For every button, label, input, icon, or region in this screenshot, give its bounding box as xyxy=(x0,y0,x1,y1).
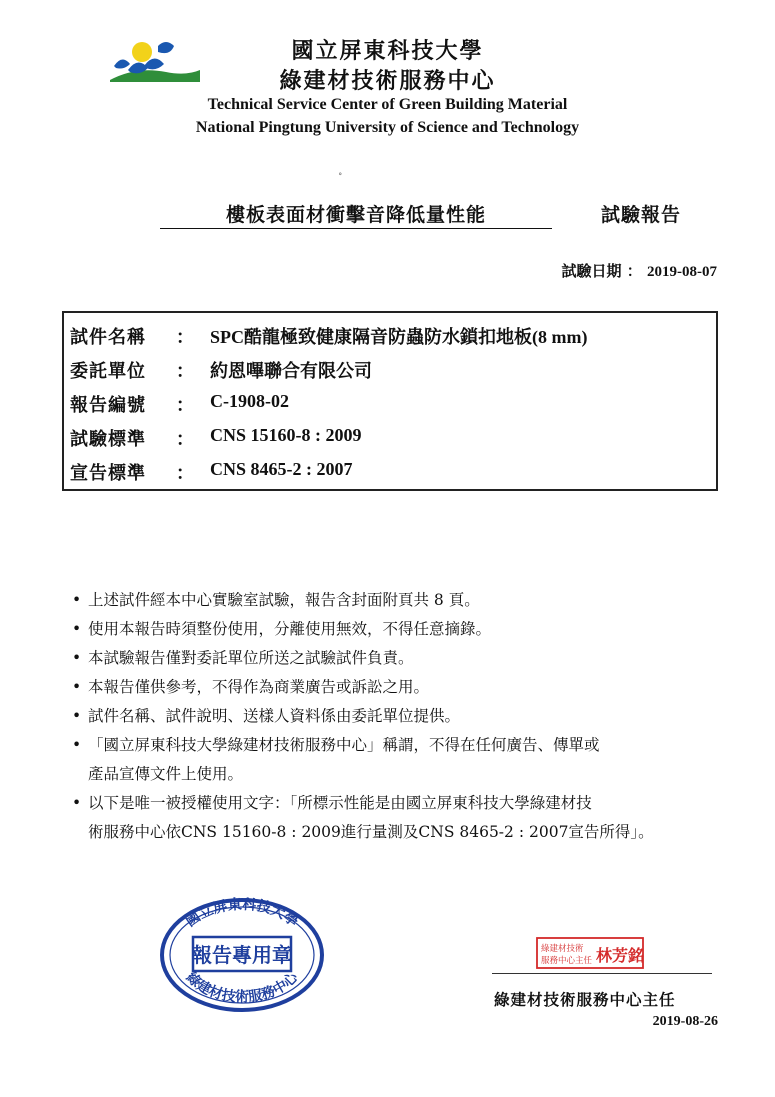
info-value: SPC酷龍極致健康隔音防蟲防水鎖扣地板(8 mm) xyxy=(210,327,588,347)
scan-mark: ˚ xyxy=(338,174,343,184)
bullet: • xyxy=(72,591,82,609)
info-value: C-1908-02 xyxy=(210,391,289,411)
note-text: 本報告僅供參考，不得作為商業廣告或訴訟之用。 xyxy=(88,678,430,696)
info-label: 委託單位 xyxy=(70,361,146,382)
university-name-en: National Pingtung University of Science and Technology xyxy=(195,119,580,136)
info-colon: ： xyxy=(176,327,194,348)
note-text-continued: 產品宣傳文件上使用。 xyxy=(88,765,244,783)
report-title: 樓板表面材衝擊音降低量性能 xyxy=(160,200,552,229)
list-item xyxy=(72,615,722,644)
director-signature-stamp xyxy=(536,937,644,969)
note-text: 上述試件經本中心實驗室試驗，報告含封面附頁共 8 頁。 xyxy=(88,591,480,609)
center-name-en: Technical Service Center of Green Building Material xyxy=(207,96,568,113)
notes-list xyxy=(72,586,722,847)
signature-date: 2019-08-26 xyxy=(652,1014,718,1029)
test-date xyxy=(562,260,717,281)
info-label: 試件名稱 xyxy=(70,327,146,348)
note-text: 試件名稱、試件說明、送樣人資料係由委託單位提供。 xyxy=(88,707,461,725)
info-value: CNS 8465-2 : 2007 xyxy=(210,459,353,479)
info-label: 試驗標準 xyxy=(70,429,146,450)
note-text-continued: 術服務中心依CNS 15160-8 : 2009進行量測及CNS 8465-2 : 2007宣告所得」。 xyxy=(88,823,654,841)
info-colon: ： xyxy=(176,429,194,450)
list-item xyxy=(72,673,722,702)
report-seal-stamp xyxy=(157,893,327,1013)
info-label: 宣告標準 xyxy=(70,463,146,484)
note-text: 使用本報告時須整份使用，分離使用無效，不得任意摘錄。 xyxy=(88,620,492,638)
signature-line xyxy=(492,973,712,974)
signatory-title: 綠建材技術服務中心主任 xyxy=(494,990,676,1009)
list-item xyxy=(72,586,722,615)
list-item xyxy=(72,644,722,673)
list-item xyxy=(72,789,722,847)
report-type: 試驗報告 xyxy=(601,204,682,226)
info-colon: ： xyxy=(176,361,194,382)
svg-text:林芳銘: 林芳銘 xyxy=(596,946,644,965)
test-date-value: 2019-08-07 xyxy=(647,264,717,280)
note-text: 以下是唯一被授權使用文字：「所標示性能是由國立屏東科技大學綠建材技 xyxy=(88,794,592,812)
note-text: 本試驗報告僅對委託單位所送之試驗試件負責。 xyxy=(88,649,414,667)
svg-text:綠建材技術服務中心: 綠建材技術服務中心 xyxy=(182,969,302,1006)
info-colon: ： xyxy=(176,463,194,484)
specimen-info-box xyxy=(62,311,718,491)
bullet: • xyxy=(72,707,82,725)
info-value: CNS 15160-8 : 2009 xyxy=(210,425,362,445)
svg-text:國立屏東科技大學: 國立屏東科技大學 xyxy=(183,896,301,931)
note-text: 「國立屏東科技大學綠建材技術服務中心」稱謂，不得在任何廣告、傳單或 xyxy=(88,736,600,754)
svg-text:報告專用章: 報告專用章 xyxy=(192,943,292,967)
bullet: • xyxy=(72,678,82,696)
bullet: • xyxy=(72,620,82,638)
info-colon: ： xyxy=(176,395,194,416)
center-name-cn: 綠建材技術服務中心 xyxy=(279,68,496,94)
university-name-cn: 國立屏東科技大學 xyxy=(291,38,484,64)
bullet: • xyxy=(72,794,82,812)
info-value: 約恩嗶聯合有限公司 xyxy=(210,361,372,382)
svg-text:服務中心主任: 服務中心主任 xyxy=(541,956,593,966)
svg-text:綠建材技術: 綠建材技術 xyxy=(541,944,584,954)
list-item xyxy=(72,702,722,731)
bullet: • xyxy=(72,736,82,754)
info-label: 報告編號 xyxy=(70,395,146,416)
bullet: • xyxy=(72,649,82,667)
test-date-label: 試驗日期 ： xyxy=(561,262,642,280)
list-item xyxy=(72,731,722,789)
